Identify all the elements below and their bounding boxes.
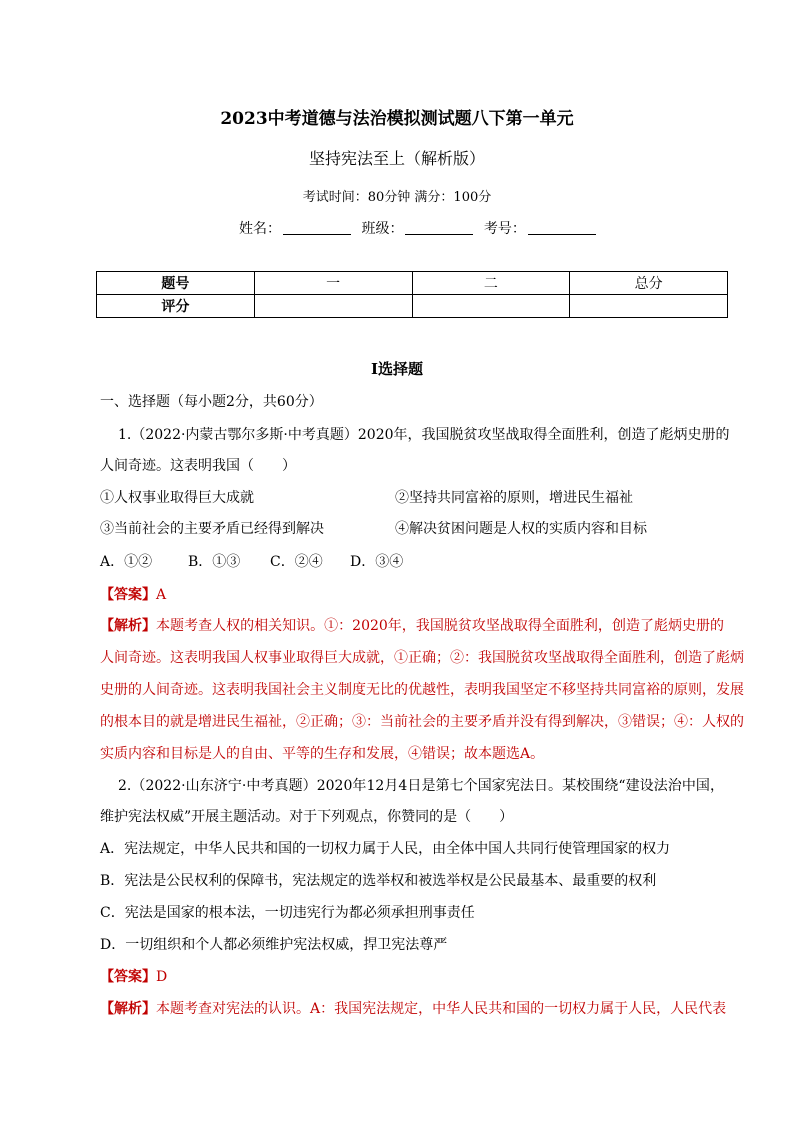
q1-analysis-line-4: 的根本目的就是增进民生福祉，②正确；③：当前社会的主要矛盾并没有得到解决，③错误；④：人权的 — [100, 714, 744, 730]
header-cell-total: 总分 — [570, 272, 728, 295]
q2-stem-line-1: 2.（2022·山东济宁·中考真题）2020年12月4日是第七个国家宪法日。某校围绕“建设法治中国， — [118, 778, 724, 794]
number-label: 考号： — [483, 221, 526, 237]
score-cell-part-2[interactable] — [412, 295, 570, 318]
number-blank[interactable] — [528, 220, 596, 235]
q1-stem-line-2: 人间奇迹。这表明我国（ ） — [100, 458, 296, 474]
exam-info: 考试时间：80分钟 满分：100分 — [302, 190, 492, 205]
q1-choice-d: D．③④ — [350, 554, 404, 570]
q1-option-2: ②坚持共同富裕的原则，增进民生福祉 — [395, 490, 633, 506]
score-table-header-row — [97, 272, 728, 295]
score-cell-part-1[interactable] — [254, 295, 412, 318]
q1-analysis-line-5: 实质内容和目标是人的自由、平等的生存和发展，④错误；故本题选A。 — [100, 746, 545, 762]
q1-choice-b: B．①③ — [188, 554, 241, 570]
q1-analysis-line-3: 史册的人间奇迹。这表明我国社会主义制度无比的优越性，表明我国坚定不移坚持共同富裕的原则，发展 — [100, 682, 744, 698]
q1-answer-value: A — [156, 587, 167, 603]
q1-stem-line-1: 1.（2022·内蒙古鄂尔多斯·中考真题）2020年，我国脱贫攻坚战取得全面胜利，创造了彪炳史册的 — [118, 427, 730, 443]
class-blank[interactable] — [405, 220, 473, 235]
q2-option-b: B．宪法是公民权利的保障书，宪法规定的选举权和被选举权是公民最基本、最重要的权利 — [100, 873, 657, 889]
q1-choice-a: A．①② — [100, 554, 153, 570]
q1-analysis-line-2: 人间奇迹。这表明我国人权事业取得巨大成就，①正确；②：我国脱贫攻坚战取得全面胜利，创造了彪炳 — [100, 650, 744, 666]
q2-answer-label: 【答案】 — [100, 969, 156, 985]
header-cell-part-2: 二 — [412, 272, 570, 295]
q2-option-d: D．一切组织和个人都必须维护宪法权威，捍卫宪法尊严 — [100, 937, 448, 953]
q2-option-c: C．宪法是国家的根本法，一切违宪行为都必须承担刑事责任 — [100, 905, 475, 921]
q1-analysis-label: 【解析】 — [100, 618, 157, 634]
part-heading: 一、选择题（每小题2分，共60分） — [100, 394, 323, 410]
q1-answer — [100, 584, 166, 604]
name-blank[interactable] — [283, 220, 351, 235]
q2-answer — [100, 966, 167, 986]
q2-stem-line-2: 维护宪法权威”开展主题活动。对于下列观点，你赞同的是（ ） — [100, 809, 514, 825]
header-cell-part-1: 一 — [254, 272, 412, 295]
q1-option-1: ①人权事业取得巨大成就 — [100, 490, 254, 506]
q1-option-4: ④解决贫困问题是人权的实质内容和目标 — [395, 521, 647, 537]
name-label: 姓名： — [239, 221, 281, 237]
document-title: 2023中考道德与法治模拟测试题八下第一单元 — [220, 109, 574, 129]
class-label: 班级： — [361, 221, 404, 237]
header-cell-question-no: 题号 — [97, 272, 255, 295]
score-row-label: 评分 — [97, 295, 255, 318]
q1-option-3: ③当前社会的主要矛盾已经得到解决 — [100, 521, 324, 537]
q1-answer-label: 【答案】 — [100, 587, 156, 603]
q2-answer-value: D — [156, 969, 168, 985]
document-subtitle: 坚持宪法至上（解析版） — [308, 149, 485, 168]
score-table-score-row — [97, 295, 728, 318]
student-info-row — [239, 218, 602, 238]
q1-choice-c: C．②④ — [270, 554, 323, 570]
section-title: I选择题 — [370, 360, 424, 378]
q1-analysis-line-1: 【解析】本题考查人权的相关知识。①：2020年，我国脱贫攻坚战取得全面胜利，创造了彪炳史册的 — [100, 618, 724, 634]
score-cell-total[interactable] — [570, 295, 728, 318]
q2-option-a: A．宪法规定，中华人民共和国的一切权力属于人民，由全体中国人共同行使管理国家的权力 — [100, 841, 671, 857]
q2-analysis-label: 【解析】 — [100, 1001, 156, 1017]
q2-analysis-line-1: 【解析】本题考查对宪法的认识。A：我国宪法规定，中华人民共和国的一切权力属于人民，人民代表 — [100, 1001, 727, 1017]
score-table — [96, 271, 728, 318]
